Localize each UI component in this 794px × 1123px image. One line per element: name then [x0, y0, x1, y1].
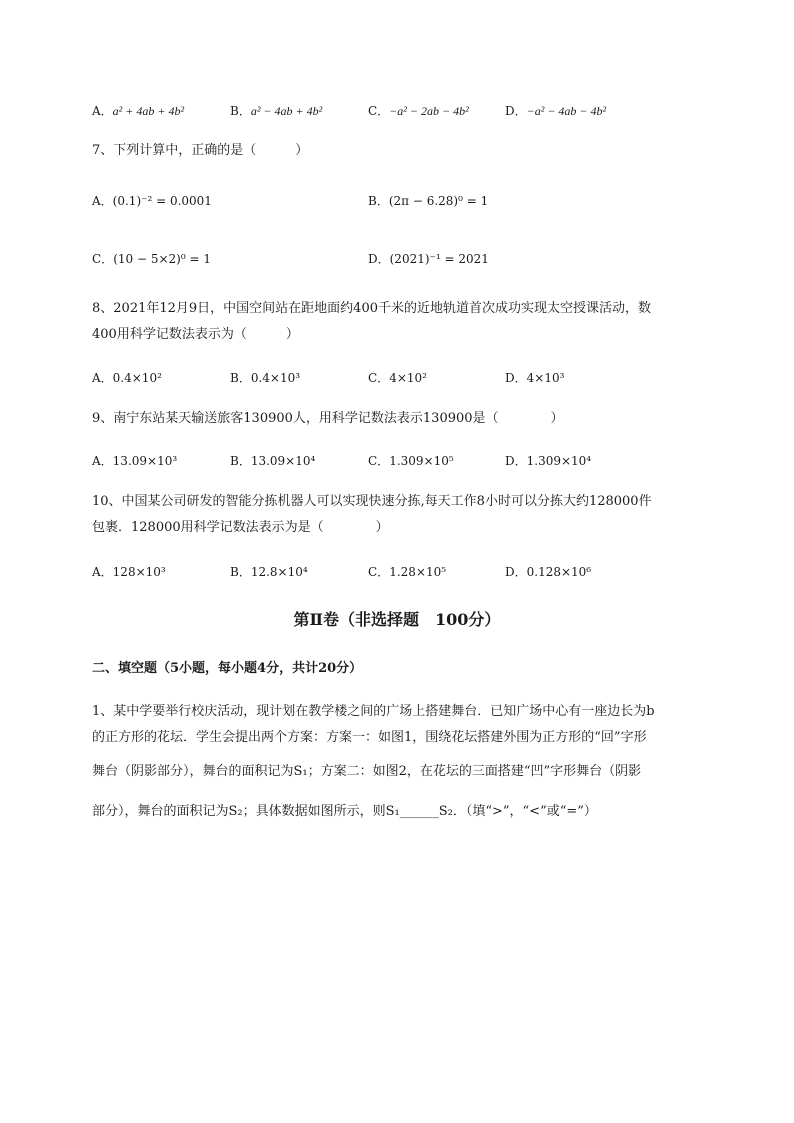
q9-option-b	[230, 453, 315, 469]
q8-option-a	[92, 370, 162, 386]
q10-stem-line1: 10、中国某公司研发的智能分拣机器人可以实现快速分拣,每天工作8小时可以分拣大约128000件	[92, 494, 652, 509]
q9-stem: 9、南宁东站某天输送旅客130900人，用科学记数法表示130900是（ ）	[92, 411, 564, 426]
option-label: A．	[92, 194, 113, 208]
option-label: B．	[230, 371, 251, 385]
option-expr: 1.309×10⁵	[389, 454, 454, 468]
option-label: B．	[230, 565, 251, 579]
option-expr: (10 − 5×2)⁰ = 1	[113, 252, 211, 266]
section2-heading: 二、填空题（5小题，每小题4分，共计20分）	[92, 661, 363, 676]
option-expr: (2π − 6.28)⁰ = 1	[388, 194, 489, 208]
option-label: D．	[505, 565, 527, 579]
option-label: A．	[92, 565, 113, 579]
option-expr: (0.1)⁻² = 0.0001	[112, 194, 212, 208]
option-expr: a² + 4ab + 4b²	[112, 104, 185, 118]
option-label: D．	[368, 252, 390, 266]
q8-stem-line1: 8、2021年12月9日，中国空间站在距地面约400千米的近地轨道首次成功实现太空授课活动，数	[92, 301, 651, 316]
option-label: A．	[92, 371, 113, 385]
q7-option-a	[92, 193, 212, 209]
option-expr: (2021)⁻¹ = 2021	[389, 252, 489, 266]
option-expr: −a² − 2ab − 4b²	[389, 104, 469, 118]
q7-option-c	[92, 251, 211, 267]
q10-option-c	[368, 564, 446, 580]
q6-option-b	[230, 103, 322, 119]
option-label: C．	[368, 371, 390, 385]
option-label: C．	[92, 252, 114, 266]
option-expr: 4×10²	[389, 371, 427, 385]
q8-option-d	[505, 370, 564, 386]
option-expr: 1.28×10⁵	[389, 565, 447, 579]
q8-option-c	[368, 370, 427, 386]
option-expr: 13.09×10³	[112, 454, 178, 468]
option-expr: 0.4×10³	[250, 371, 301, 385]
option-expr: 0.4×10²	[112, 371, 162, 385]
option-expr: 12.8×10⁴	[250, 565, 308, 579]
option-label: D．	[505, 371, 527, 385]
q6-option-a	[92, 103, 184, 119]
q10-option-b	[230, 564, 308, 580]
q6-option-c	[368, 103, 469, 119]
option-expr: 4×10³	[526, 371, 565, 385]
q7-option-d	[368, 251, 489, 267]
option-expr: −a² − 4ab − 4b²	[526, 104, 607, 118]
fill1-line4: 部分），舞台的面积记为S₂；具体数据如图所示，则S₁______S₂．（填“>”，“<”或“=”）	[92, 804, 597, 819]
option-expr: a² − 4ab + 4b²	[250, 104, 323, 118]
option-label: D．	[505, 104, 527, 118]
q8-option-b	[230, 370, 300, 386]
q10-option-a	[92, 564, 166, 580]
q9-option-a	[92, 453, 177, 469]
q9-option-c	[368, 453, 454, 469]
option-label: A．	[92, 454, 113, 468]
option-expr: 128×10³	[112, 565, 166, 579]
option-label: B．	[230, 454, 251, 468]
fill1-line3: 舞台（阴影部分），舞台的面积记为S₁；方案二：如图2，在花坛的三面搭建“凹”字形舞台（阴影	[92, 764, 642, 779]
part2-title: 第Ⅱ卷（非选择题 100分）	[293, 610, 501, 629]
option-label: B．	[230, 104, 251, 118]
q10-option-d	[505, 564, 591, 580]
q10-stem-line2: 包裹．128000用科学记数法表示为是（ ）	[92, 520, 389, 535]
option-label: B．	[368, 194, 389, 208]
option-label: C．	[368, 565, 390, 579]
fill1-line2: 的正方形的花坛．学生会提出两个方案：方案一：如图1，围绕花坛搭建外围为正方形的“回”字形	[92, 730, 647, 745]
q7-option-b	[368, 193, 488, 209]
option-expr: 1.309×10⁴	[526, 454, 592, 468]
q9-option-d	[505, 453, 591, 469]
fill1-line1: 1、某中学要举行校庆活动，现计划在教学楼之间的广场上搭建舞台．已知广场中心有一座边长为b	[92, 704, 655, 719]
option-expr: 0.128×10⁶	[526, 565, 592, 579]
option-expr: 13.09×10⁴	[250, 454, 316, 468]
q7-stem: 7、下列计算中，正确的是（ ）	[92, 143, 309, 158]
q8-stem-line2: 400用科学记数法表示为（ ）	[92, 327, 299, 342]
option-label: C．	[368, 454, 390, 468]
q6-option-d	[505, 103, 606, 119]
option-label: D．	[505, 454, 527, 468]
option-label: C．	[368, 104, 390, 118]
option-label: A．	[92, 104, 113, 118]
